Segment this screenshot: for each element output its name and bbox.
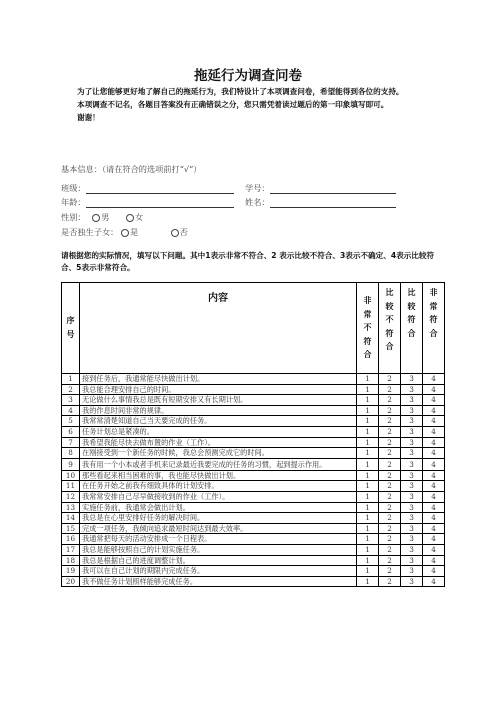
- score-option-2[interactable]: 2: [379, 470, 401, 481]
- page-title: 拖延行为调查问卷: [194, 68, 302, 84]
- score-option-3[interactable]: 3: [401, 491, 423, 502]
- score-option-2[interactable]: 2: [379, 513, 401, 524]
- radio-circle-icon[interactable]: [171, 229, 179, 237]
- row-number: 5: [62, 416, 80, 427]
- table-row: [62, 470, 445, 481]
- header-strongly-agree: 非常符合: [423, 283, 445, 374]
- header-strongly-disagree: 非常不符合: [357, 283, 379, 374]
- score-option-1[interactable]: 1: [357, 513, 379, 524]
- score-option-1[interactable]: 1: [357, 534, 379, 545]
- row-question-text: 无论做什么事情我总是既有短期安排又有长期计划。: [80, 395, 357, 406]
- row-number: 2: [62, 384, 80, 395]
- score-option-3[interactable]: 3: [401, 544, 423, 555]
- table-row: [62, 491, 445, 502]
- row-question-text: 我可以在自己计划的期限内完成任务。: [80, 566, 357, 577]
- yes-label: 是: [129, 227, 139, 237]
- class-row: [61, 182, 234, 194]
- header-disagree: 比较不符合: [379, 283, 401, 374]
- table-row: [62, 481, 445, 492]
- table-row: [62, 374, 445, 385]
- class-label: 班级：: [61, 183, 86, 193]
- name-input-line[interactable]: [270, 198, 396, 208]
- female-option[interactable]: [126, 212, 143, 222]
- score-option-1[interactable]: 1: [357, 555, 379, 566]
- row-number: 3: [62, 395, 80, 406]
- score-option-3[interactable]: 3: [401, 502, 423, 513]
- age-label: 年龄：: [61, 197, 86, 207]
- score-option-1[interactable]: 1: [357, 491, 379, 502]
- score-option-2[interactable]: 2: [379, 523, 401, 534]
- score-option-1[interactable]: 1: [357, 384, 379, 395]
- row-number: 16: [62, 534, 80, 545]
- table-row: [62, 576, 445, 587]
- score-option-1[interactable]: 1: [357, 566, 379, 577]
- score-option-4[interactable]: 4: [423, 448, 445, 459]
- intro-paragraph-2: 本项调查不记名，各题目答案没有正确错误之分，您只需凭着读过题后的第一印象填写即可。: [77, 100, 389, 109]
- score-option-4[interactable]: 4: [423, 523, 445, 534]
- score-option-4[interactable]: 4: [423, 513, 445, 524]
- score-option-4[interactable]: 4: [423, 384, 445, 395]
- score-option-2[interactable]: 2: [379, 426, 401, 437]
- score-option-4[interactable]: 4: [423, 416, 445, 427]
- no-option[interactable]: [171, 227, 188, 237]
- row-number: 7: [62, 437, 80, 448]
- row-number: 15: [62, 523, 80, 534]
- score-option-4[interactable]: 4: [423, 470, 445, 481]
- row-number: 20: [62, 576, 80, 587]
- only-child-row: [61, 226, 188, 238]
- instruction-text: 请根据您的实际情况，填写以下问题。其中1表示非常不符合、2 表示比较不符合、3表示不确定、4表示比较符合、5表示非常符合。: [61, 251, 435, 272]
- row-question-text: 我通常把每天的活动安排成一个日程表。: [80, 534, 357, 545]
- row-number: 8: [62, 448, 80, 459]
- student-id-label: 学号：: [245, 183, 270, 193]
- row-number: 6: [62, 426, 80, 437]
- score-option-2[interactable]: 2: [379, 448, 401, 459]
- row-question-text: 我常常安排自己尽早做接收到的作业（工作）。: [80, 491, 357, 502]
- row-question-text: 在刚接受到一个新任务的时候，我总会预测完成它的时间。: [80, 448, 357, 459]
- row-question-text: 我的作息时间非常的规律。: [80, 405, 357, 416]
- score-option-1[interactable]: 1: [357, 470, 379, 481]
- row-question-text: 我总是能够按照自己的计划实施任务。: [80, 544, 357, 555]
- intro-thanks: 谢谢！: [77, 113, 100, 122]
- gender-label: 性别：: [61, 212, 86, 222]
- table-row: [62, 566, 445, 577]
- score-option-1[interactable]: 1: [357, 426, 379, 437]
- row-question-text: 完成一项任务，我倾向追求最短时间达到最大效率。: [80, 523, 357, 534]
- age-input-line[interactable]: [86, 198, 234, 208]
- table-row: [62, 437, 445, 448]
- score-option-3[interactable]: 3: [401, 405, 423, 416]
- table-row: [62, 555, 445, 566]
- score-option-1[interactable]: 1: [357, 395, 379, 406]
- score-option-4[interactable]: 4: [423, 437, 445, 448]
- table-row: [62, 416, 445, 427]
- radio-circle-icon[interactable]: [126, 214, 134, 222]
- gender-row: [61, 211, 143, 223]
- table-row: [62, 384, 445, 395]
- score-option-1[interactable]: 1: [357, 502, 379, 513]
- class-input-line[interactable]: [86, 184, 234, 194]
- table-row: [62, 405, 445, 416]
- score-option-3[interactable]: 3: [401, 458, 423, 470]
- score-option-2[interactable]: 2: [379, 405, 401, 416]
- table-row: [62, 395, 445, 406]
- row-number: 14: [62, 513, 80, 524]
- score-option-3[interactable]: 3: [401, 448, 423, 459]
- score-option-1[interactable]: 1: [357, 416, 379, 427]
- female-label: 女: [135, 212, 144, 222]
- score-option-2[interactable]: 2: [379, 544, 401, 555]
- score-option-4[interactable]: 4: [423, 555, 445, 566]
- male-option[interactable]: [92, 212, 109, 222]
- row-question-text: 在任务开始之前我有细致具体的计划安排。: [80, 481, 357, 492]
- score-option-3[interactable]: 3: [401, 523, 423, 534]
- score-option-3[interactable]: 3: [401, 513, 423, 524]
- row-question-text: 我不做任务计划照样能够完成任务。: [80, 576, 357, 587]
- table-row: [62, 458, 445, 470]
- age-row: [61, 196, 234, 208]
- score-option-1[interactable]: 1: [357, 481, 379, 492]
- radio-circle-icon[interactable]: [121, 229, 129, 237]
- score-option-1[interactable]: 1: [357, 458, 379, 470]
- score-option-2[interactable]: 2: [379, 502, 401, 513]
- score-option-4[interactable]: 4: [423, 566, 445, 577]
- score-option-4[interactable]: 4: [423, 576, 445, 587]
- row-number: 11: [62, 481, 80, 492]
- intro-paragraph-1: 为了让您能够更好地了解自己的拖延行为，我们特设计了本项调查问卷，希望能得到各位的支持。: [77, 87, 404, 96]
- score-option-4[interactable]: 4: [423, 395, 445, 406]
- table-row: [62, 502, 445, 513]
- score-option-4[interactable]: 4: [423, 458, 445, 470]
- score-option-2[interactable]: 2: [379, 534, 401, 545]
- row-question-text: 实施任务前，我通常会做出计划。: [80, 502, 357, 513]
- score-option-1[interactable]: 1: [357, 576, 379, 587]
- score-option-1[interactable]: 1: [357, 437, 379, 448]
- score-option-2[interactable]: 2: [379, 481, 401, 492]
- score-option-4[interactable]: 4: [423, 544, 445, 555]
- score-option-2[interactable]: 2: [379, 374, 401, 385]
- row-number: 18: [62, 555, 80, 566]
- student-id-row: [245, 182, 396, 194]
- score-option-2[interactable]: 2: [379, 491, 401, 502]
- row-question-text: 我常常清楚知道自己当天要完成的任务。: [80, 416, 357, 427]
- only-child-label: 是否独生子女：: [61, 227, 119, 237]
- row-question-text: 那些看起来相当困难的事，我也能尽快做出计划。: [80, 470, 357, 481]
- score-option-4[interactable]: 4: [423, 374, 445, 385]
- score-option-3[interactable]: 3: [401, 481, 423, 492]
- score-option-3[interactable]: 3: [401, 576, 423, 587]
- score-option-1[interactable]: 1: [357, 448, 379, 459]
- male-label: 男: [101, 212, 110, 222]
- score-option-2[interactable]: 2: [379, 458, 401, 470]
- score-option-2[interactable]: 2: [379, 566, 401, 577]
- table-row: [62, 523, 445, 534]
- table-row: [62, 513, 445, 524]
- score-option-3[interactable]: 3: [401, 384, 423, 395]
- row-question-text: 我总能合理安排自己的时间。: [80, 384, 357, 395]
- student-id-input-line[interactable]: [270, 184, 396, 194]
- score-option-1[interactable]: 1: [357, 405, 379, 416]
- table-row: [62, 534, 445, 545]
- yes-option[interactable]: [121, 227, 138, 237]
- score-option-4[interactable]: 4: [423, 481, 445, 492]
- row-number: 1: [62, 374, 80, 385]
- table-row: [62, 448, 445, 459]
- score-option-2[interactable]: 2: [379, 437, 401, 448]
- row-question-text: 我有用一个小本或者手机来记录最近我要完成的任务的习惯，起到提示作用。: [80, 458, 357, 470]
- row-number: 4: [62, 405, 80, 416]
- radio-circle-icon[interactable]: [92, 214, 100, 222]
- score-option-3[interactable]: 3: [401, 437, 423, 448]
- score-option-1[interactable]: 1: [357, 544, 379, 555]
- header-seq: 序号: [62, 283, 80, 374]
- row-number: 12: [62, 491, 80, 502]
- score-option-1[interactable]: 1: [357, 374, 379, 385]
- no-label: 否: [179, 227, 188, 237]
- score-option-3[interactable]: 3: [401, 426, 423, 437]
- row-number: 19: [62, 566, 80, 577]
- score-option-3[interactable]: 3: [401, 470, 423, 481]
- row-number: 13: [62, 502, 80, 513]
- score-option-3[interactable]: 3: [401, 555, 423, 566]
- score-option-2[interactable]: 2: [379, 416, 401, 427]
- question-table: [61, 282, 445, 587]
- row-question-text: 接到任务后，我通常能尽快做出计划。: [80, 374, 357, 385]
- row-number: 17: [62, 544, 80, 555]
- row-number: 9: [62, 458, 80, 470]
- score-option-4[interactable]: 4: [423, 426, 445, 437]
- score-option-3[interactable]: 3: [401, 395, 423, 406]
- header-agree: 比较符合: [401, 283, 423, 374]
- score-option-4[interactable]: 4: [423, 405, 445, 416]
- score-option-4[interactable]: 4: [423, 534, 445, 545]
- table-row: [62, 544, 445, 555]
- score-option-2[interactable]: 2: [379, 555, 401, 566]
- row-question-text: 我希望我能尽快去做布置的作业（工作）。: [80, 437, 357, 448]
- name-row: [245, 196, 396, 208]
- score-option-1[interactable]: 1: [357, 523, 379, 534]
- basic-info-heading: 基本信息：（请在符合的选项前打“√”）: [61, 164, 202, 174]
- row-number: 10: [62, 470, 80, 481]
- score-option-2[interactable]: 2: [379, 395, 401, 406]
- score-option-2[interactable]: 2: [379, 576, 401, 587]
- row-question-text: 我总是根据自己的进度调整计划。: [80, 555, 357, 566]
- table-body: [62, 374, 445, 587]
- score-option-3[interactable]: 3: [401, 374, 423, 385]
- score-option-3[interactable]: 3: [401, 534, 423, 545]
- name-label: 姓名：: [245, 197, 270, 207]
- table-header-row: [62, 283, 445, 374]
- score-option-3[interactable]: 3: [401, 416, 423, 427]
- score-option-2[interactable]: 2: [379, 384, 401, 395]
- intro-text: [61, 85, 441, 124]
- score-option-4[interactable]: 4: [423, 491, 445, 502]
- row-question-text: 任务计划总是紧凑的。: [80, 426, 357, 437]
- score-option-3[interactable]: 3: [401, 566, 423, 577]
- score-option-4[interactable]: 4: [423, 502, 445, 513]
- header-content: 内容: [80, 283, 357, 374]
- row-question-text: 我总是在心里安排好任务的解决时间。: [80, 513, 357, 524]
- table-row: [62, 426, 445, 437]
